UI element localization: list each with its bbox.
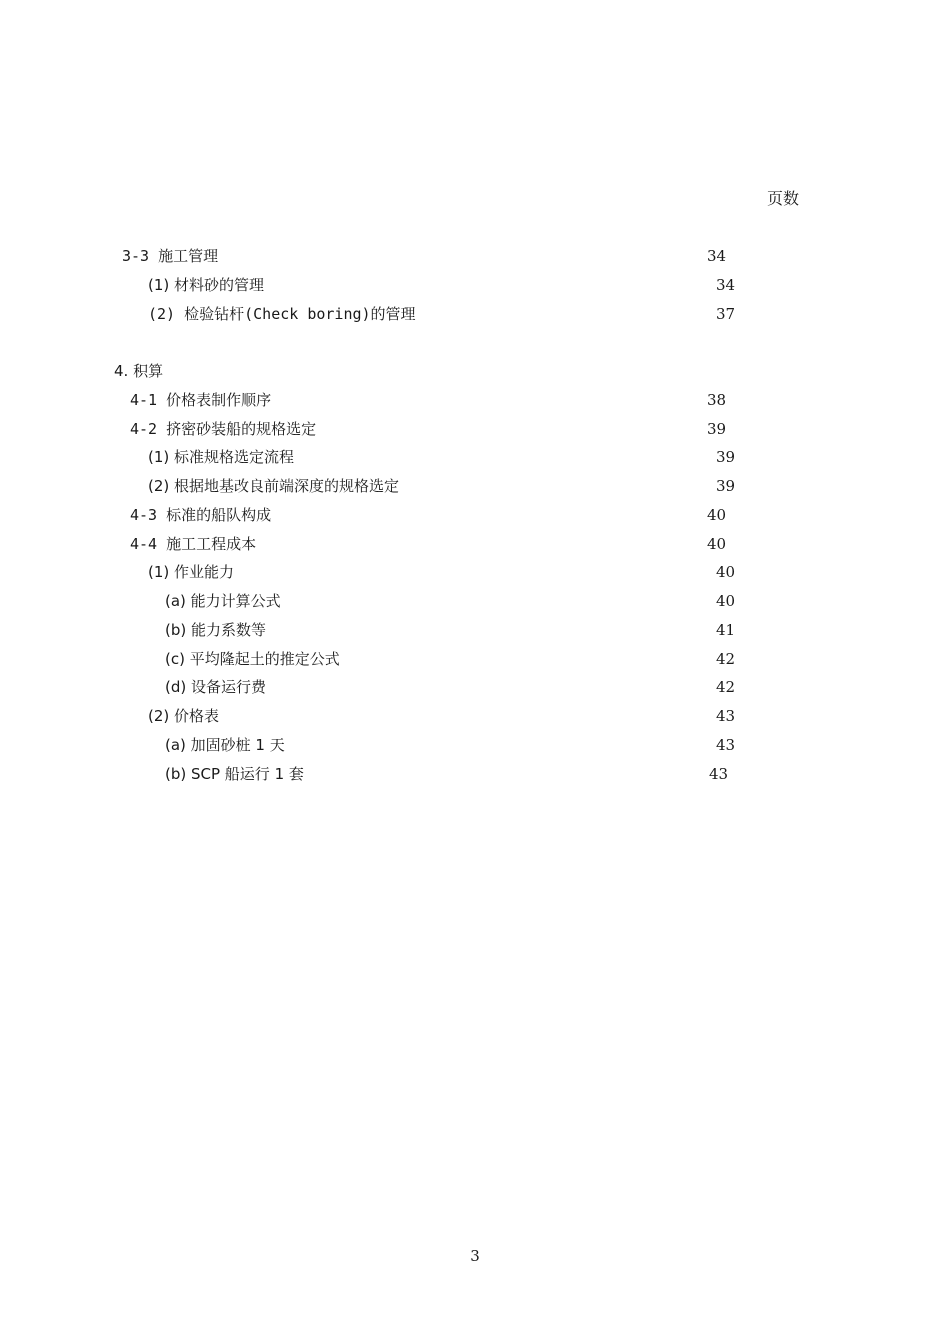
toc-entry-page: 37 xyxy=(716,305,736,323)
toc-entry-page: 38 xyxy=(707,391,727,409)
toc-entry-label: (c) 平均隆起土的推定公式 xyxy=(165,650,340,668)
toc-entry xyxy=(0,476,950,496)
toc-entry-label: (b) 能力系数等 xyxy=(165,621,266,639)
toc-entry-label: (b) SCP 船运行 1 套 xyxy=(165,765,304,783)
page-number: 3 xyxy=(470,1247,480,1265)
toc-entry xyxy=(0,620,950,640)
toc-entry xyxy=(0,447,950,467)
toc-entry-page: 43 xyxy=(716,707,736,725)
toc-entry-page: 34 xyxy=(707,247,727,265)
toc-entry-page: 39 xyxy=(716,448,736,466)
toc-entry-page: 42 xyxy=(716,650,736,668)
toc-entry-label: (2) 根据地基改良前端深度的规格选定 xyxy=(148,477,400,495)
toc-entry-label: 3-3 施工管理 xyxy=(122,247,219,265)
toc-entry xyxy=(0,706,950,726)
toc-entry xyxy=(0,591,950,611)
toc-entry xyxy=(0,246,950,266)
toc-entry xyxy=(0,304,950,324)
toc-entry-label: (a) 能力计算公式 xyxy=(165,592,281,610)
toc-entry xyxy=(0,275,950,295)
toc-entry-label: 4-4 施工工程成本 xyxy=(130,535,257,553)
toc-entry-page: 39 xyxy=(707,420,727,438)
toc-entry-page: 42 xyxy=(716,678,736,696)
toc-entry xyxy=(0,764,950,784)
toc-entry-label: (1) 标准规格选定流程 xyxy=(148,448,295,466)
toc-entry-page: 40 xyxy=(707,535,727,553)
toc-entry-page: 43 xyxy=(709,765,729,783)
toc-entry-page: 34 xyxy=(716,276,736,294)
toc-entry-label: 4. 积算 xyxy=(114,362,164,380)
toc-entry-label: (d) 设备运行费 xyxy=(165,678,266,696)
toc-entry xyxy=(0,562,950,582)
toc-entry xyxy=(0,505,950,525)
toc-entry-label: 4-2 挤密砂装船的规格选定 xyxy=(130,420,317,438)
toc-entry-label: (2) 价格表 xyxy=(148,707,220,725)
toc-entry-label: 4-3 标准的船队构成 xyxy=(130,506,272,524)
toc-entry-label: (a) 加固砂桩 1 天 xyxy=(165,736,285,754)
toc-entry-page: 40 xyxy=(707,506,727,524)
toc-entry xyxy=(0,677,950,697)
toc-entry xyxy=(0,390,950,410)
page-column-header: 页数 xyxy=(767,189,800,208)
toc-entry-page: 43 xyxy=(716,736,736,754)
toc-entry xyxy=(0,649,950,669)
toc-entry-page: 40 xyxy=(716,563,736,581)
toc-entry-label: (1) 作业能力 xyxy=(148,563,235,581)
toc-entry-label: (2) 检验钻杆(Check boring)的管理 xyxy=(148,305,416,323)
toc-entry xyxy=(0,735,950,755)
toc-entry xyxy=(0,534,950,554)
toc-entry xyxy=(0,419,950,439)
toc-entry-page: 39 xyxy=(716,477,736,495)
toc-entry-page: 41 xyxy=(716,621,736,639)
toc-chapter-heading xyxy=(0,361,950,381)
toc-entry-label: (1) 材料砂的管理 xyxy=(148,276,265,294)
toc-entry-label: 4-1 价格表制作顺序 xyxy=(130,391,272,409)
toc-entry-page: 40 xyxy=(716,592,736,610)
